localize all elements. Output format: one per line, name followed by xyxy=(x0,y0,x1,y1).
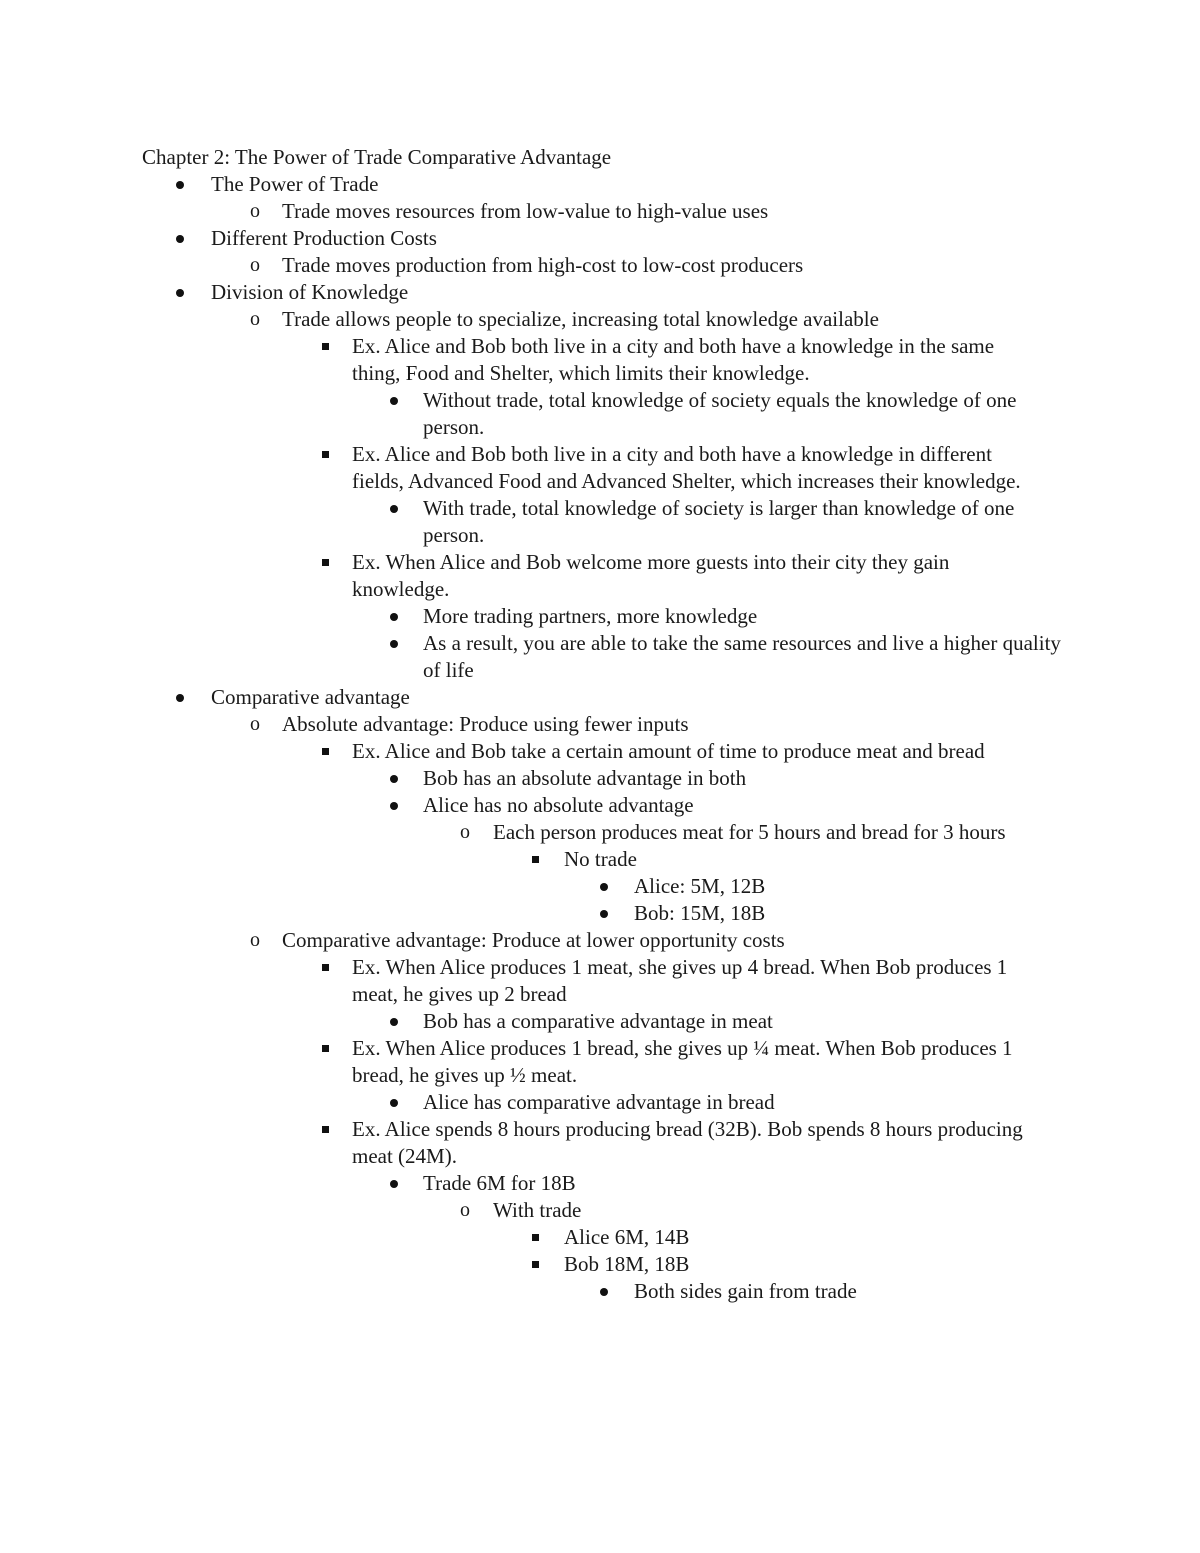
outline-item xyxy=(0,954,1200,1008)
disc-bullet-icon xyxy=(594,1278,614,1305)
outline-item-text: Bob 18M, 18B xyxy=(564,1252,690,1276)
outline-item xyxy=(0,900,1200,927)
outline-item xyxy=(0,846,1200,873)
outline-item xyxy=(0,792,1200,819)
disc-bullet-icon xyxy=(384,495,404,522)
outline-item-text: No trade xyxy=(564,847,637,871)
square-bullet-icon xyxy=(525,1251,545,1278)
disc-bullet-icon xyxy=(384,603,404,630)
outline-item-text: Bob has a comparative advantage in meat xyxy=(423,1009,773,1033)
outline-item-text: Ex. Alice and Bob both live in a city and both have a knowledge in the same thing, Food and Shelter, which limits their knowledge. xyxy=(352,334,995,385)
outline-item xyxy=(0,1008,1200,1035)
outline-item-text: Different Production Costs xyxy=(211,226,437,250)
outline-item-text: Ex. When Alice and Bob welcome more guests into their city they gain knowledge. xyxy=(352,550,950,601)
circle-bullet-icon: o xyxy=(250,254,260,276)
outline-item xyxy=(0,252,1200,279)
outline-item-text: With trade, total knowledge of society is larger than knowledge of one person. xyxy=(423,496,1015,547)
outline-item xyxy=(0,738,1200,765)
disc-bullet-icon xyxy=(170,279,190,306)
outline-item-text: Comparative advantage xyxy=(211,685,410,709)
outline-item-text: Alice has no absolute advantage xyxy=(423,793,694,817)
outline-item xyxy=(0,387,1200,441)
outline-item xyxy=(0,225,1200,252)
circle-bullet-icon: o xyxy=(250,200,260,222)
disc-bullet-icon xyxy=(594,873,614,900)
square-bullet-icon xyxy=(315,441,335,468)
outline-item xyxy=(0,1224,1200,1251)
outline-item xyxy=(0,927,1200,954)
outline-list xyxy=(0,171,1200,1305)
disc-bullet-icon xyxy=(594,900,614,927)
square-bullet-icon xyxy=(315,549,335,576)
outline-item xyxy=(0,1035,1200,1089)
outline-item-text: With trade xyxy=(493,1198,582,1222)
disc-bullet-icon xyxy=(170,684,190,711)
outline-item-text: Ex. Alice and Bob take a certain amount of time to produce meat and bread xyxy=(352,739,985,763)
outline-item-text: Division of Knowledge xyxy=(211,280,409,304)
outline-item xyxy=(0,1251,1200,1278)
disc-bullet-icon xyxy=(384,630,404,657)
outline-item xyxy=(0,873,1200,900)
disc-bullet-icon xyxy=(384,1089,404,1116)
outline-item-text: As a result, you are able to take the same resources and live a higher quality of life xyxy=(423,631,1061,682)
disc-bullet-icon xyxy=(384,1008,404,1035)
outline-item xyxy=(0,333,1200,387)
outline-item-text: Ex. When Alice produces 1 meat, she gives up 4 bread. When Bob produces 1 meat, he gives up 2 bread xyxy=(352,955,1008,1006)
outline-item xyxy=(0,630,1200,684)
outline-item xyxy=(0,1116,1200,1170)
square-bullet-icon xyxy=(525,846,545,873)
circle-bullet-icon: o xyxy=(250,713,260,735)
outline-item-text: Each person produces meat for 5 hours and bread for 3 hours xyxy=(493,820,1006,844)
outline-item-text: Trade 6M for 18B xyxy=(423,1171,576,1195)
disc-bullet-icon xyxy=(384,792,404,819)
outline-item xyxy=(0,684,1200,711)
outline-item xyxy=(0,198,1200,225)
disc-bullet-icon xyxy=(384,765,404,792)
outline-item xyxy=(0,279,1200,306)
outline-item-text: Absolute advantage: Produce using fewer inputs xyxy=(282,712,689,736)
outline-item xyxy=(0,711,1200,738)
outline-item xyxy=(0,1170,1200,1197)
outline-item-text: Alice 6M, 14B xyxy=(564,1225,690,1249)
outline-item-text: The Power of Trade xyxy=(211,172,379,196)
page-title: Chapter 2: The Power of Trade Comparative Advantage xyxy=(142,145,612,169)
outline-item-text: Trade moves resources from low-value to high-value uses xyxy=(282,199,769,223)
outline-item-text: Alice has comparative advantage in bread xyxy=(423,1090,775,1114)
square-bullet-icon xyxy=(525,1224,545,1251)
outline-item-text: Ex. Alice spends 8 hours producing bread (32B). Bob spends 8 hours producing meat (24M). xyxy=(352,1117,1023,1168)
square-bullet-icon xyxy=(315,1116,335,1143)
disc-bullet-icon xyxy=(170,171,190,198)
outline-item-text: Ex. When Alice produces 1 bread, she gives up ¼ meat. When Bob produces 1 bread, he gives up ½ meat. xyxy=(352,1036,1013,1087)
outline-item xyxy=(0,441,1200,495)
square-bullet-icon xyxy=(315,1035,335,1062)
outline-item xyxy=(0,495,1200,549)
disc-bullet-icon xyxy=(384,1170,404,1197)
outline-item-text: Bob: 15M, 18B xyxy=(634,901,766,925)
outline-item-text: Without trade, total knowledge of society equals the knowledge of one person. xyxy=(423,388,1017,439)
square-bullet-icon xyxy=(315,954,335,981)
disc-bullet-icon xyxy=(170,225,190,252)
outline-item xyxy=(0,1197,1200,1224)
outline-item-text: More trading partners, more knowledge xyxy=(423,604,758,628)
outline-item xyxy=(0,819,1200,846)
outline-item xyxy=(0,1278,1200,1305)
outline-item xyxy=(0,306,1200,333)
outline-item-text: Ex. Alice and Bob both live in a city and both have a knowledge in different fields, Advanced Food and Advanced Shelter, which increases their knowledge. xyxy=(352,442,1021,493)
outline-item-text: Trade moves production from high-cost to low-cost producers xyxy=(282,253,804,277)
outline-item xyxy=(0,765,1200,792)
outline-item-text: Bob has an absolute advantage in both xyxy=(423,766,747,790)
outline-item-text: Alice: 5M, 12B xyxy=(634,874,766,898)
square-bullet-icon xyxy=(315,738,335,765)
outline-item xyxy=(0,171,1200,198)
outline-item xyxy=(0,549,1200,603)
circle-bullet-icon: o xyxy=(460,1199,470,1221)
disc-bullet-icon xyxy=(384,387,404,414)
circle-bullet-icon: o xyxy=(250,929,260,951)
outline-item xyxy=(0,1089,1200,1116)
outline-item-text: Both sides gain from trade xyxy=(634,1279,857,1303)
circle-bullet-icon: o xyxy=(250,308,260,330)
outline-item-text: Trade allows people to specialize, increasing total knowledge available xyxy=(282,307,879,331)
square-bullet-icon xyxy=(315,333,335,360)
outline-item xyxy=(0,603,1200,630)
outline-item-text: Comparative advantage: Produce at lower opportunity costs xyxy=(282,928,785,952)
circle-bullet-icon: o xyxy=(460,821,470,843)
